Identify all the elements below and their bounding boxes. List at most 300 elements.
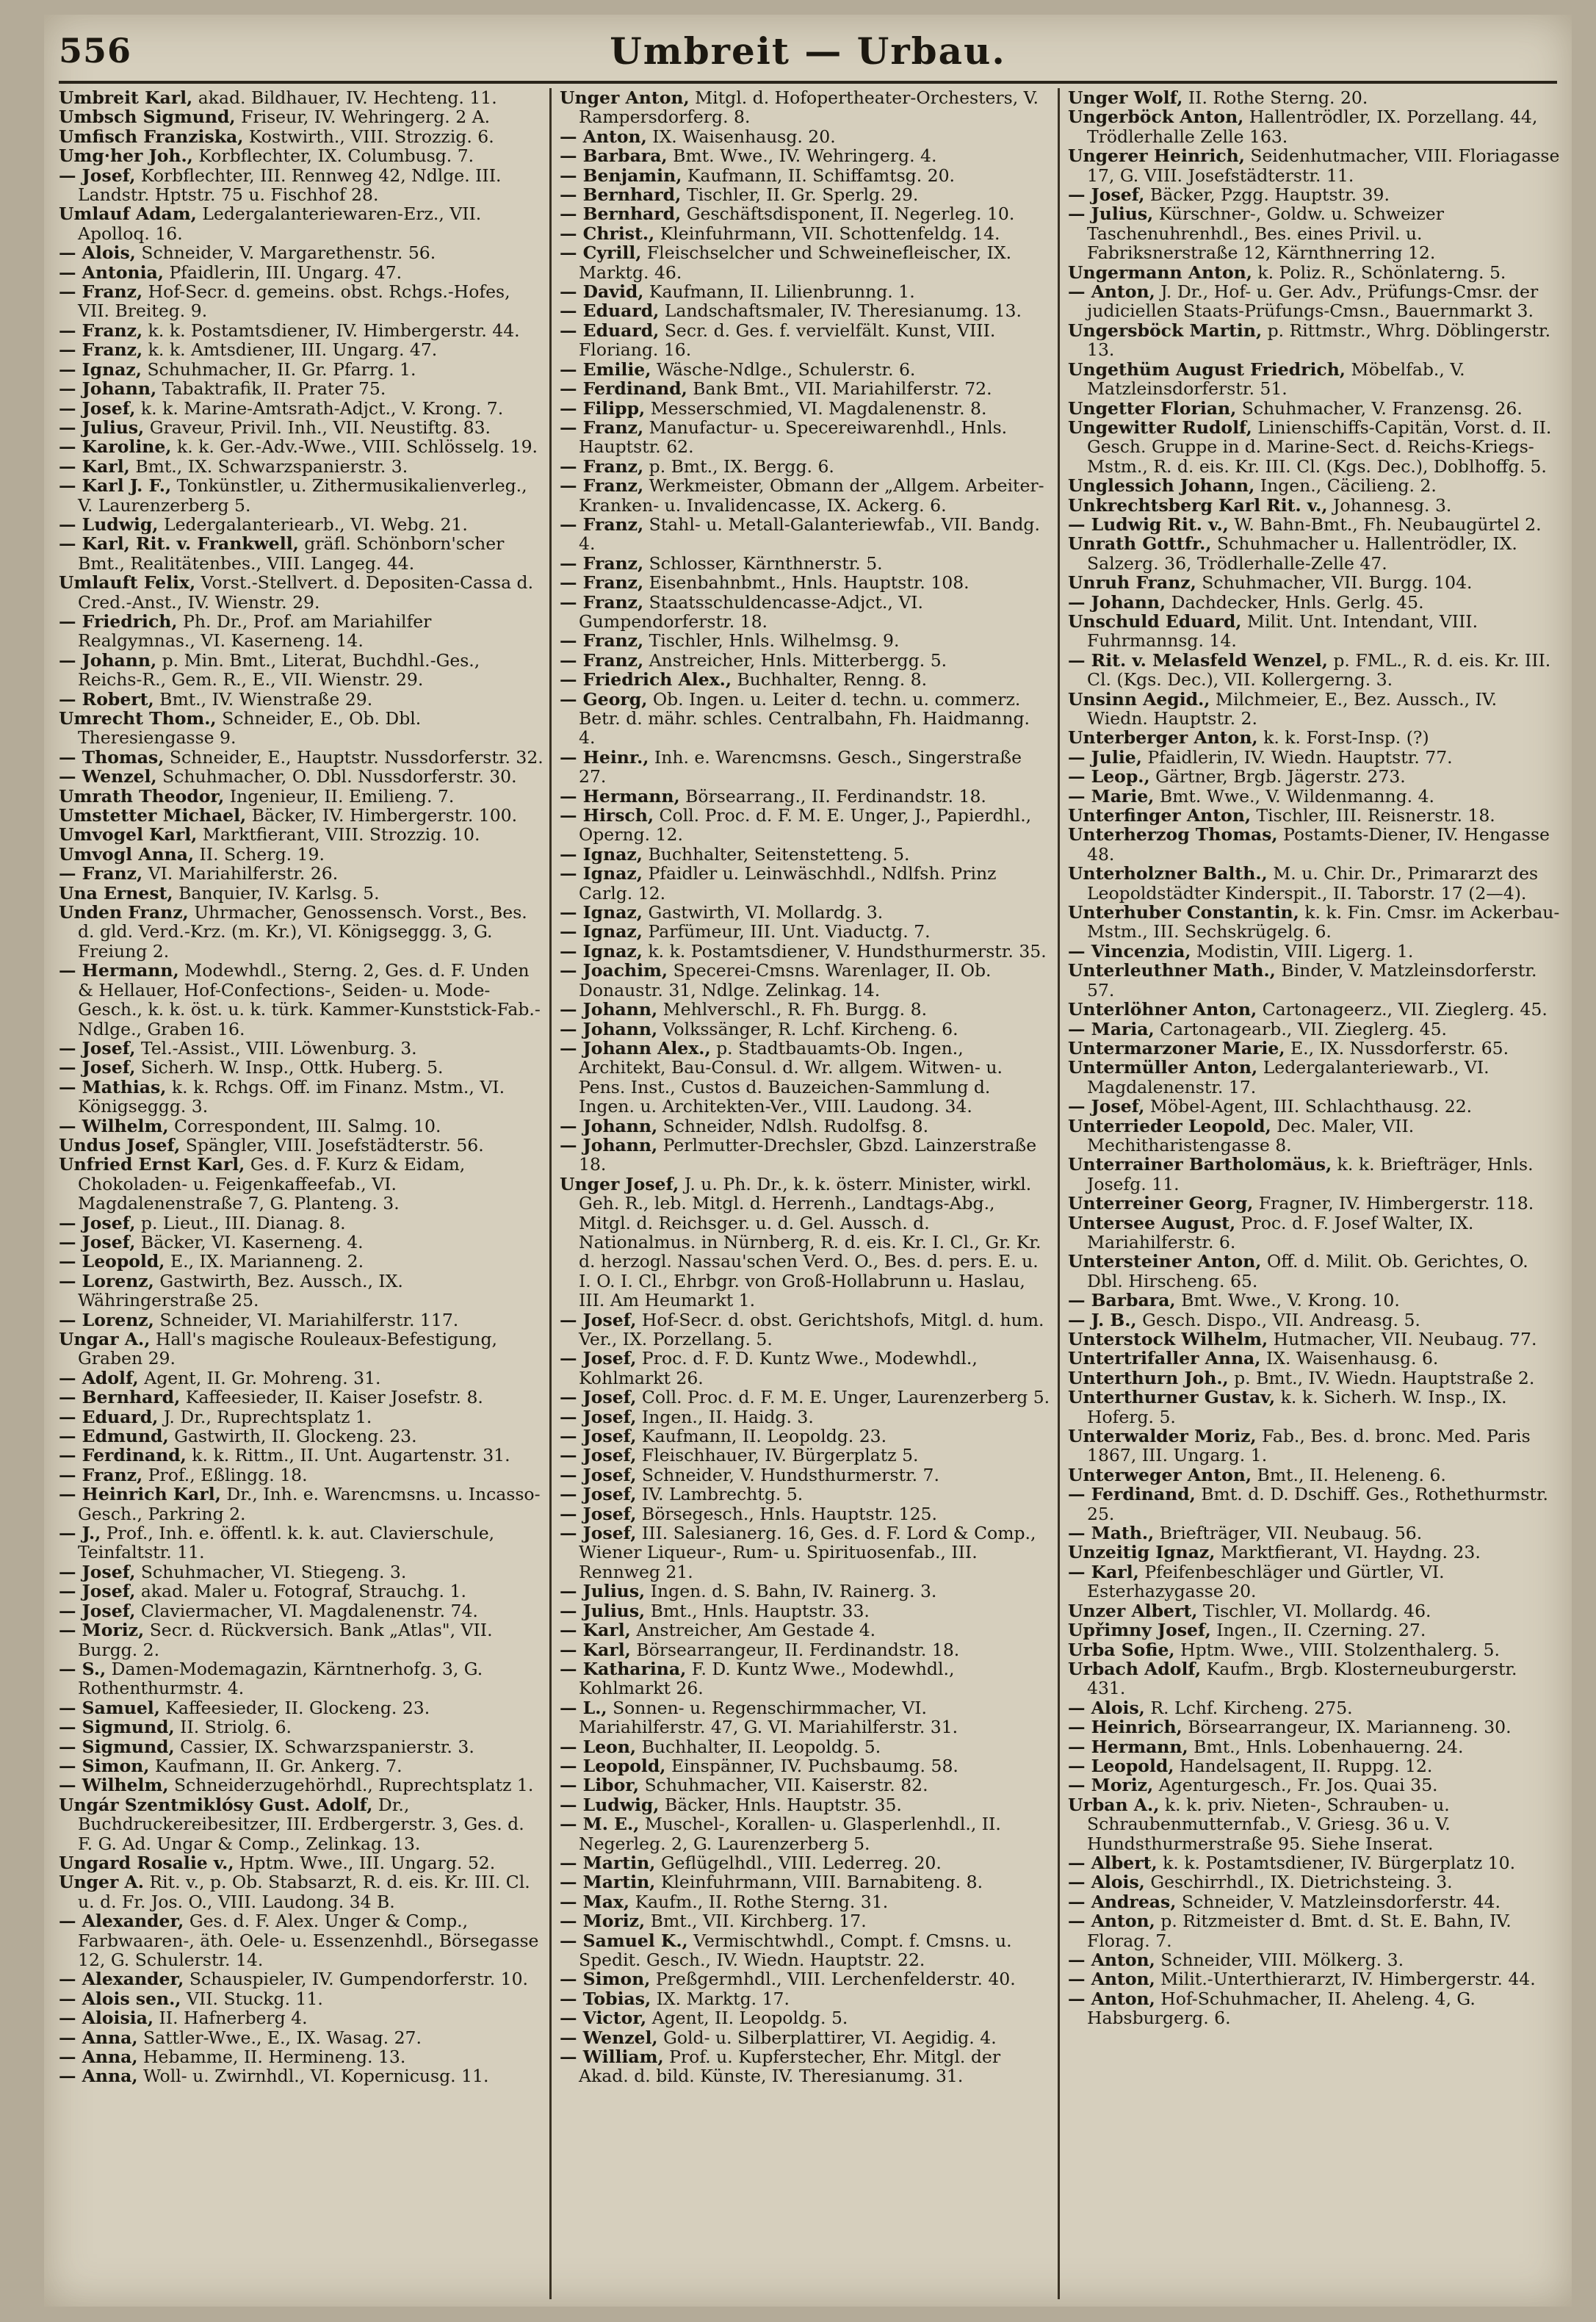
entry-name: Unterstock Wilhelm, <box>1068 1329 1268 1349</box>
entry-details: Milit.-Unterthierarzt, IV. Himbergerstr. 44. <box>1160 1969 1536 1990</box>
entry-name: — Anna, <box>59 2027 138 2048</box>
entry-name: — Alois sen., <box>59 1988 181 2009</box>
entry-name: — Josef, <box>59 1212 136 1233</box>
directory-entry <box>59 1601 544 1620</box>
entry-details: Schneider, E., Ob. Dbl. Theresiengasse 9. <box>78 708 422 749</box>
entry-name: — Alexander, <box>59 1911 184 1932</box>
entry-details: p. Rittmstr., Whrg. Döblingerstr. 13. <box>1087 320 1551 361</box>
entry-name: — Johann, <box>1068 591 1166 613</box>
directory-entry <box>59 88 544 107</box>
entry-details: Sattler-Wwe., E., IX. Wasag. 27. <box>142 2027 422 2048</box>
entry-details: Bäcker, Hnls. Hauptstr. 35. <box>664 1794 902 1815</box>
directory-entry <box>59 1485 544 1524</box>
entry-name: Ungethüm August Friedrich, <box>1068 358 1346 380</box>
entry-name: — Christ., <box>560 223 655 244</box>
directory-entry <box>1068 204 1560 262</box>
directory-entry <box>560 1310 1050 1349</box>
entry-details: Hof-Secr. d. obst. Gerichtshofs, Mitgl. d. hum. Ver., IX. Porzellang. 5. <box>579 1309 1044 1349</box>
entry-name: — Josef, <box>560 1309 637 1330</box>
entry-details: akad. Bildhauer, IV. Hechteng. 11. <box>198 88 497 108</box>
directory-entry <box>1068 1194 1560 1213</box>
directory-entry <box>560 690 1050 748</box>
entry-details: Ledergalanteriewaren-Erz., VII. Apolloq. 16. <box>78 203 482 244</box>
entry-details: Schuhmacher, V. Franzensg. 26. <box>1241 397 1523 419</box>
entry-details: Ingen., II. Haidg. 3. <box>641 1406 814 1427</box>
entry-name: — Franz, <box>560 417 644 438</box>
entry-name: — Friedrich Alex., <box>560 669 732 691</box>
directory-entry <box>59 612 544 651</box>
directory-entry <box>560 1872 1050 1892</box>
entry-details: Bmt., Hnls. Hauptstr. 33. <box>650 1600 870 1621</box>
directory-entry <box>59 903 544 961</box>
directory-entry <box>59 1756 544 1775</box>
directory-entry <box>560 1814 1050 1853</box>
entry-name: — Josef, <box>1068 1096 1145 1117</box>
entry-details: II. Hafnerberg 4. <box>159 2008 308 2029</box>
directory-entry <box>59 1853 544 1872</box>
entry-details: Kaffeesieder, II. Kaiser Josefstr. 8. <box>185 1387 483 1408</box>
entry-name: — Heinrich, <box>1068 1717 1182 1738</box>
entry-name: — Leop., <box>1068 766 1150 787</box>
entry-details: Preßgermhdl., VIII. Lerchenfelderstr. 40. <box>655 1969 1016 1990</box>
entry-details: Secr. d. Ges. f. vervielfält. Kunst, VIII. Floriang. 16. <box>579 320 996 361</box>
entry-name: — Heinr., <box>560 746 649 768</box>
entry-details: E., IX. Marianneng. 2. <box>170 1251 364 1272</box>
entry-details: Perlmutter-Drechsler, Gbzd. Lainzerstraße 18. <box>579 1134 1037 1175</box>
entry-name: Umlauf Adam, <box>59 203 197 225</box>
entry-name: — Josef, <box>1068 184 1145 206</box>
entry-details: Sicherh. W. Insp., Ottk. Huberg. 5. <box>140 1057 444 1078</box>
entry-name: — Josef, <box>59 1581 136 1602</box>
directory-entry <box>560 2008 1050 2027</box>
entry-name: Untersteiner Anton, <box>1068 1251 1262 1272</box>
entry-name: — Franz, <box>560 572 644 594</box>
entry-name: — Martin, <box>560 1852 656 1873</box>
entry-name: — Alois, <box>59 242 136 264</box>
entry-name: — Joachim, <box>560 960 668 981</box>
entry-name: — Ferdinand, <box>1068 1484 1196 1505</box>
entry-name: — Sigmund, <box>59 1717 175 1738</box>
directory-entry <box>560 1349 1050 1388</box>
entry-details: Coll. Proc. d. F. M. E. Unger, Laurenzerberg 5. <box>641 1387 1050 1408</box>
entry-details: Geschirrhdl., IX. Dietrichsteing. 3. <box>1150 1872 1453 1893</box>
directory-entry <box>59 1582 544 1601</box>
entry-details: Linienschiffs-Capitän, Vorst. d. II. Gesch. Gruppe in d. Marine-Sect. d. Reichs-Kriegs-Mstm., R. d. eis. Kr. III. Cl. (Kgs. Dec.), Doblhoffg. 5. <box>1087 417 1552 477</box>
entry-details: Schuhmacher, VI. Stiegeng. 3. <box>140 1561 407 1582</box>
entry-details: Kaufmann, II. Lilienbrunng. 1. <box>649 281 915 303</box>
entry-name: — Karl, <box>560 1639 631 1660</box>
entry-details: Kleinfuhrmann, VIII. Barnabiteng. 8. <box>660 1872 983 1893</box>
entry-name: — Josef, <box>59 397 136 419</box>
directory-entry <box>1068 360 1560 399</box>
directory-entry <box>560 787 1050 806</box>
entry-details: Milchmeier, E., Bez. Aussch., IV. Wiedn. Hauptstr. 2. <box>1087 688 1498 729</box>
entry-name: Unger Josef, <box>560 1173 679 1194</box>
entry-details: Schneider, E., Hauptstr. Nussdorferstr. 32. <box>169 746 544 768</box>
entry-name: — Karl, Rit. v. Frankwell, <box>59 533 299 555</box>
entry-name: — Simon, <box>59 1755 150 1776</box>
directory-entry <box>560 1175 1050 1310</box>
entry-name: — Eduard, <box>560 300 660 322</box>
entry-name: Urbach Adolf, <box>1068 1658 1202 1679</box>
directory-entry <box>59 651 544 690</box>
entry-name: — Leon, <box>560 1736 637 1757</box>
directory-entry <box>560 1524 1050 1582</box>
entry-name: Umvogl Anna, <box>59 843 195 865</box>
entry-details: II. Scherg. 19. <box>199 843 325 865</box>
directory-entry <box>1068 1310 1560 1330</box>
directory-entry <box>560 1446 1050 1465</box>
entry-details: Ges. d. F. Alex. Unger & Comp., Farbwaaren-, äth. Oele- u. Essenzenhdl., Börsegasse 12, G. Schulerstr. 14. <box>78 1911 539 1970</box>
entry-name: — Edmund, <box>59 1426 169 1447</box>
entry-name: — Josef, <box>59 1231 136 1252</box>
entry-details: Kaffeesieder, II. Glockeng. 23. <box>165 1697 430 1718</box>
entry-name: Umbreit Karl, <box>59 88 193 108</box>
directory-entry <box>59 1659 544 1698</box>
entry-name: Unterleuthner Math., <box>1068 960 1276 981</box>
page-header <box>44 15 1572 88</box>
entry-name: — Franz, <box>560 552 644 574</box>
directory-entry <box>560 418 1050 457</box>
entry-name: — Julius, <box>560 1581 646 1602</box>
entry-name: — Math., <box>1068 1523 1155 1544</box>
entry-name: — Mathias, <box>59 1076 167 1097</box>
entry-name: — Josef, <box>560 1445 637 1466</box>
entry-details: IV. Lambrechtg. 5. <box>641 1484 804 1505</box>
directory-entry <box>59 1698 544 1717</box>
directory-entry <box>560 1911 1050 1930</box>
directory-entry <box>59 457 544 476</box>
entry-details: J. u. Ph. Dr., k. k. österr. Minister, wirkl. Geh. R., leb. Mitgl. d. Herrenh., Landtags-Abg., Mitgl. d. Reichsger. u. d. Gel. Aussch. d. Nationalmus. in Nürnberg, R. d. eis. Kr. I. Cl., Gr. Kr. d. herzogl. Nassau'schen Verd. O., Bes. d. pers. E. u. I. O. I. Cl., Ehrbgr. von Groß-Hollabrunn u. Haslau, III. Am Heumarkt 1. <box>579 1173 1041 1311</box>
entry-details: Sonnen- u. Regenschirmmacher, VI. Mariahilferstr. 47, G. VI. Mariahilferstr. 31. <box>579 1697 958 1738</box>
entry-name: Unterreiner Georg, <box>1068 1193 1254 1214</box>
entry-details: Bmt., IX. Schwarzspanierstr. 3. <box>135 455 408 477</box>
directory-entry <box>1068 1369 1560 1388</box>
directory-entry <box>560 2028 1050 2047</box>
entry-details: p. Min. Bmt., Literat, Buchdhl.-Ges., Reichs-R., Gem. R., E., VII. Wienstr. 29. <box>78 649 480 691</box>
entry-details: Buchhalter, Seitenstetteng. 5. <box>648 843 910 865</box>
directory-entry <box>1068 825 1560 864</box>
entry-name: — Franz, <box>59 863 143 884</box>
entry-details: Postamts-Diener, IV. Hengasse 48. <box>1087 824 1550 865</box>
entry-name: — Josef, <box>59 1037 136 1059</box>
entry-name: Unsinn Aegid., <box>1068 688 1210 710</box>
directory-entry <box>59 864 544 883</box>
entry-details: Buchhalter, Renng. 8. <box>737 669 928 691</box>
entry-name: — Vincenzia, <box>1068 940 1191 962</box>
directory-entry <box>59 1737 544 1756</box>
entry-name: — Barbara, <box>1068 1290 1176 1311</box>
entry-details: gräfl. Schönborn'scher Bmt., Realitätenbes., VIII. Langeg. 44. <box>78 533 505 574</box>
entry-name: — Ludwig, <box>59 513 159 535</box>
entry-details: Parfümeur, III. Unt. Viaductg. 7. <box>648 921 931 942</box>
entry-name: — Franz, <box>560 630 644 652</box>
entry-details: Tischler, Hnls. Wilhelmsg. 9. <box>649 630 900 652</box>
entry-details: Agent, II. Gr. Mohreng. 31. <box>144 1367 381 1388</box>
entry-details: Hebamme, II. Hermineng. 13. <box>142 2047 406 2068</box>
entry-details: Volkssänger, R. Lchf. Kircheng. 6. <box>662 1018 958 1039</box>
directory-entry <box>59 1911 544 1969</box>
directory-entry <box>560 1427 1050 1446</box>
entry-details: k. k. Sicherh. W. Insp., IX. Hoferg. 5. <box>1087 1387 1507 1427</box>
directory-entry <box>560 1504 1050 1524</box>
entry-name: — Franz, <box>560 455 644 477</box>
column-right <box>1068 88 1560 2299</box>
entry-details: J. Dr., Ruprechtsplatz 1. <box>163 1406 372 1427</box>
directory-entry <box>59 340 544 359</box>
directory-entry <box>59 1427 544 1446</box>
entry-details: Anstreicher, Am Gestade 4. <box>636 1620 876 1641</box>
entry-details: Hptm. Wwe., III. Ungarg. 52. <box>239 1852 496 1873</box>
entry-name: — Bernhard, <box>560 184 682 206</box>
directory-entry <box>1068 1872 1560 1892</box>
directory-entry <box>1068 1388 1560 1427</box>
directory-entry <box>560 1659 1050 1698</box>
directory-entry <box>59 282 544 321</box>
entry-details: Anstreicher, Hnls. Mitterbergg. 5. <box>649 649 947 671</box>
entry-details: Pfeifenbeschläger und Gürtler, VI. Esterhazygasse 20. <box>1087 1561 1445 1602</box>
entry-name: Umfisch Franziska, <box>59 126 244 147</box>
entry-details: Kleinfuhrmann, VII. Schottenfeldg. 14. <box>660 223 1000 244</box>
directory-entry <box>560 88 1050 127</box>
entry-name: — Max, <box>560 1891 630 1912</box>
entry-name: — Josef, <box>59 1057 136 1078</box>
entry-name: — Adolf, <box>59 1367 139 1388</box>
entry-details: Börsearrangeur, II. Ferdinandstr. 18. <box>636 1639 960 1660</box>
entry-details: Pfaidlerin, IV. Wiedn. Hauptstr. 77. <box>1147 746 1453 768</box>
entry-details: Mehlverschl., R. Fh. Burgg. 8. <box>662 999 928 1020</box>
entry-details: E., IX. Nussdorferstr. 65. <box>1290 1037 1509 1059</box>
directory-entry <box>1068 1911 1560 1950</box>
directory-entry <box>1068 1543 1560 1562</box>
entry-details: Handelsagent, II. Ruppg. 12. <box>1179 1755 1433 1776</box>
entry-details: F. D. Kuntz Wwe., Modewhdl., Kohlmarkt 26. <box>579 1658 955 1699</box>
directory-entry <box>1068 806 1560 825</box>
directory-entry <box>59 1388 544 1407</box>
entry-name: — Bernhard, <box>59 1387 181 1408</box>
entry-name: Ungard Rosalie v., <box>59 1852 234 1873</box>
entry-name: — M. E., <box>560 1814 640 1835</box>
entry-details: Gold- u. Silberplattirer, VI. Aegidig. 4. <box>663 2027 997 2048</box>
entry-name: Ungerer Heinrich, <box>1068 145 1245 167</box>
entry-details: Tabaktrafik, II. Prater 75. <box>162 378 386 400</box>
directory-entry <box>59 2047 544 2066</box>
entry-details: Börsegesch., Hnls. Hauptstr. 125. <box>641 1503 937 1524</box>
entry-name: Untermarzoner Marie, <box>1068 1037 1285 1059</box>
directory-entry <box>560 185 1050 204</box>
entry-details: IX. Waisenhausg. 20. <box>652 126 836 147</box>
entry-name: — Katharina, <box>560 1658 687 1679</box>
entry-details: Rit. v., p. Ob. Stabsarzt, R. d. eis. Kr. III. Cl. u. d. Fr. Jos. O., VIII. Laudong. 34 B. <box>78 1872 530 1912</box>
entry-details: Inh. e. Warencmsns. Gesch., Singerstraße 27. <box>579 746 1022 787</box>
directory-entry <box>59 1155 544 1213</box>
directory-entry <box>59 1969 544 1989</box>
entry-details: Bmt., VII. Kirchberg. 17. <box>650 1911 867 1932</box>
entry-details: Staatsschuldencasse-Adjct., VI. Gumpendorferstr. 18. <box>579 591 924 632</box>
entry-details: Möbel-Agent, III. Schlachthausg. 22. <box>1149 1096 1473 1117</box>
entry-details: Tischler, VI. Mollardg. 46. <box>1202 1600 1431 1621</box>
directory-entry <box>1068 1000 1560 1019</box>
entry-name: — Martin, <box>560 1872 656 1893</box>
directory-entry <box>59 204 544 243</box>
entry-name: — Hermann, <box>560 785 680 807</box>
entry-name: — Franz, <box>59 320 143 341</box>
directory-entry <box>560 243 1050 282</box>
entry-name: — Johann, <box>560 1115 658 1136</box>
directory-entry <box>59 884 544 903</box>
entry-name: Unrath Gottfr., <box>1068 533 1212 555</box>
entry-name: — Aloisia, <box>59 2008 154 2029</box>
entry-details: Tel.-Assist., VIII. Löwenburg. 3. <box>140 1037 417 1059</box>
entry-name: Umbsch Sigmund, <box>59 107 236 128</box>
entry-details: Muschel-, Korallen- u. Glasperlenhdl., II. Negerleg. 2, G. Laurenzerberg 5. <box>579 1814 1001 1854</box>
directory-entry <box>1068 1737 1560 1756</box>
entry-name: — David, <box>560 281 644 303</box>
directory-entry <box>560 845 1050 864</box>
entry-name: — L., <box>560 1697 607 1718</box>
directory-entry <box>560 1775 1050 1795</box>
directory-entry <box>1068 1853 1560 1872</box>
directory-entry <box>1068 748 1560 767</box>
entry-name: Umrath Theodor, <box>59 785 225 807</box>
directory-entry <box>59 845 544 864</box>
directory-entry <box>59 1465 544 1485</box>
column-divider <box>549 88 552 2299</box>
entry-details: Bäcker, Pzgg. Hauptstr. 39. <box>1149 184 1390 206</box>
directory-entry <box>1068 1756 1560 1775</box>
entry-details: IX. Marktg. 17. <box>656 1988 790 2009</box>
entry-name: — Josef, <box>560 1406 637 1427</box>
directory-entry <box>59 1872 544 1911</box>
directory-entry <box>59 1562 544 1582</box>
entry-name: — Maria, <box>1068 1018 1155 1039</box>
entry-details: Friseur, IV. Wehringerg. 2 A. <box>241 107 491 128</box>
entry-details: Specerei-Cmsns. Warenlager, II. Ob. Donaustr. 31, Ndlge. Zelinkag. 14. <box>579 960 992 1000</box>
directory-entry <box>1068 88 1560 107</box>
entry-name: — Ludwig, <box>560 1794 660 1815</box>
entry-details: k. k. Rchgs. Off. im Finanz. Mstm., VI. Königseggg. 3. <box>78 1076 505 1117</box>
entry-name: — Benjamin, <box>560 165 682 186</box>
directory-entry <box>560 399 1050 418</box>
entry-details: Correspondent, III. Salmg. 10. <box>174 1115 441 1136</box>
entry-details: Schneider, VI. Mariahilferstr. 117. <box>159 1309 459 1330</box>
entry-name: Unterhuber Constantin, <box>1068 902 1299 923</box>
entry-name: — William, <box>560 2047 664 2068</box>
entry-details: VII. Stuckg. 11. <box>186 1988 323 2009</box>
entry-details: k. k. Briefträger, Hnls. Josefg. 11. <box>1087 1154 1534 1194</box>
entry-name: — Johann Alex., <box>560 1037 711 1059</box>
directory-entry <box>59 1136 544 1155</box>
directory-entry <box>1068 651 1560 690</box>
entry-details: Prof. u. Kupferstecher, Ehr. Mitgl. der Akad. d. bild. Künste, IV. Theresianumg. 31. <box>579 2047 1001 2087</box>
directory-entry <box>560 457 1050 476</box>
entry-name: — Leopold, <box>560 1755 666 1776</box>
entry-details: Damen-Modemagazin, Kärntnerhofg. 3, G. Rothenthurmstr. 4. <box>78 1658 483 1699</box>
directory-entry <box>1068 107 1560 146</box>
entry-name: — Franz, <box>59 339 143 361</box>
directory-entry <box>1068 476 1560 495</box>
entry-name: — Samuel, <box>59 1697 160 1718</box>
entry-name: Unger Anton, <box>560 88 690 108</box>
entry-name: — Karl, <box>560 1620 631 1641</box>
directory-entry <box>560 1640 1050 1659</box>
entry-details: Ledergalanteriewarb., VI. Magdalenenstr. 17. <box>1087 1057 1490 1097</box>
directory-entry <box>560 748 1050 787</box>
directory-entry <box>1068 1117 1560 1155</box>
entry-name: — Karl, <box>1068 1561 1139 1582</box>
entry-details: Landschaftsmaler, IV. Theresianumg. 13. <box>664 300 1022 322</box>
entry-name: — Robert, <box>59 688 154 710</box>
entry-details: Kaufm., II. Rothe Sterng. 31. <box>635 1891 889 1912</box>
entry-details: Bank Bmt., VII. Mariahilferstr. 72. <box>693 378 992 400</box>
entry-name: Umlauft Felix, <box>59 572 196 594</box>
entry-name: — Wilhelm, <box>59 1775 169 1796</box>
directory-entry <box>1068 1214 1560 1252</box>
entry-name: — Victor, <box>560 2008 647 2029</box>
entry-details: Modewhdl., Sterng. 2, Ges. d. F. Unden & Hellauer, Hof-Confections-, Seiden- u. Mode-Gesch., k. k. öst. u. k. türk. Kammer-Kunststick-Fab.-Ndlge., Graben 16. <box>78 960 541 1039</box>
entry-details: Börsearrangeur, IX. Marianneng. 30. <box>1188 1717 1512 1738</box>
entry-details: Graveur, Privil. Inh., VII. Neustiftg. 83. <box>149 417 491 438</box>
entry-details: Fleischselcher und Schweinefleischer, IX. Marktg. 46. <box>579 242 1012 283</box>
entry-details: k. k. Forst-Insp. (?) <box>1263 727 1429 749</box>
entry-details: Schneider, V. Hundsthurmerstr. 7. <box>641 1464 939 1485</box>
entry-details: Schuhmacher, VII. Burgg. 104. <box>1202 572 1473 594</box>
entry-details: Ledergalanteriearb., VI. Webg. 21. <box>163 513 468 535</box>
entry-name: — Thomas, <box>59 746 165 768</box>
entry-name: — Anton, <box>560 126 647 147</box>
directory-entry <box>1068 593 1560 612</box>
directory-entry <box>59 146 544 165</box>
entry-name: — Friedrich, <box>59 610 178 632</box>
entry-details: IX. Waisenhausg. 6. <box>1265 1348 1439 1369</box>
entry-details: Bmt. Wwe., V. Krong. 10. <box>1181 1290 1400 1311</box>
entry-details: Proc. d. F. D. Kuntz Wwe., Modewhdl., Kohlmarkt 26. <box>579 1348 978 1388</box>
entry-name: Ungermann Anton, <box>1068 262 1252 283</box>
directory-entry <box>59 107 544 126</box>
directory-entry <box>59 243 544 262</box>
entry-name: — Wenzel, <box>560 2027 658 2048</box>
directory-entry <box>1068 1969 1560 1989</box>
directory-entry <box>59 1369 544 1388</box>
entry-name: — Josef, <box>560 1426 637 1447</box>
directory-entry <box>59 321 544 340</box>
entry-details: Werkmeister, Obmann der „Allgem. Arbeiter-Kranken- u. Invalidencasse, IX. Ackerg. 6. <box>579 475 1044 516</box>
entry-name: Unzer Albert, <box>1068 1600 1198 1621</box>
page-number: 556 <box>59 31 132 71</box>
entry-name: — Josef, <box>560 1523 637 1544</box>
entry-details: Bäcker, IV. Himbergerstr. 100. <box>251 805 518 826</box>
directory-page <box>44 15 1572 2307</box>
entry-details: Seidenhutmacher, VIII. Floriagasse 17, G. VIII. Josefstädterstr. 11. <box>1087 145 1560 186</box>
entry-name: — Josef, <box>59 165 136 186</box>
running-title: Umbreit — Urbau. <box>610 29 1006 73</box>
entry-name: — Hermann, <box>59 960 179 981</box>
entry-details: Ingen., Cäcilieng. 2. <box>1260 475 1437 497</box>
entry-name: — Josef, <box>560 1503 637 1524</box>
entry-details: Secr. d. Rückversich. Bank „Atlas", VII. Burgg. 2. <box>78 1620 493 1660</box>
directory-entry <box>1068 1775 1560 1795</box>
directory-entry <box>560 1136 1050 1175</box>
entry-details: Off. d. Milit. Ob. Gerichtes, O. Dbl. Hirscheng. 65. <box>1087 1251 1528 1291</box>
entry-name: — Filipp, <box>560 397 646 419</box>
entry-details: III. Salesianerg. 16, Ges. d. F. Lord & Comp., Wiener Liqueur-, Rum- u. Spirituosenfab., III. Rennweg 21. <box>579 1523 1036 1582</box>
entry-details: Bäcker, VI. Kaserneng. 4. <box>140 1231 364 1252</box>
entry-name: Unschuld Eduard, <box>1068 610 1242 632</box>
entry-details: Ingen. d. S. Bahn, IV. Rainerg. 3. <box>650 1581 937 1602</box>
entry-name: Unterberger Anton, <box>1068 727 1258 749</box>
entry-details: Vermischtwhdl., Compt. f. Cmsns. u. Spedit. Gesch., IV. Wiedn. Hauptstr. 22. <box>579 1930 1012 1970</box>
entry-name: — Ignaz, <box>560 921 643 942</box>
